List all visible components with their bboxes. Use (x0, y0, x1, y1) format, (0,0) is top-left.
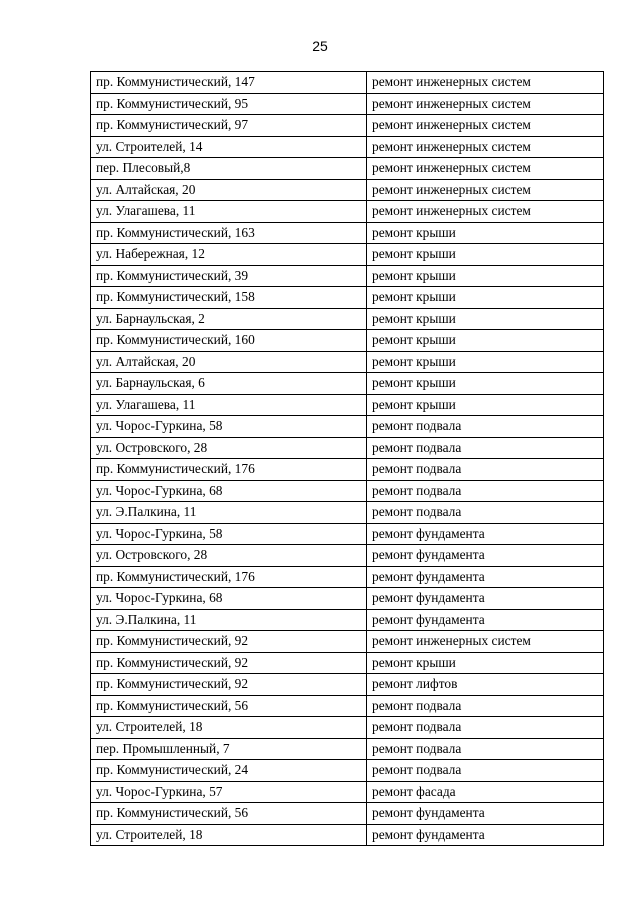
work-type-cell: ремонт крыши (367, 373, 604, 395)
table-row (91, 330, 604, 352)
table-row (91, 717, 604, 739)
address-cell: ул. Островского, 28 (91, 437, 367, 459)
address-cell: пр. Коммунистический, 158 (91, 287, 367, 309)
table-row (91, 803, 604, 825)
table-row (91, 695, 604, 717)
table-row (91, 222, 604, 244)
address-cell: ул. Строителей, 18 (91, 824, 367, 846)
address-cell: пр. Коммунистический, 176 (91, 459, 367, 481)
work-type-cell: ремонт крыши (367, 308, 604, 330)
address-cell: ул. Алтайская, 20 (91, 179, 367, 201)
work-type-cell: ремонт подвала (367, 480, 604, 502)
work-type-cell: ремонт подвала (367, 437, 604, 459)
table-row (91, 72, 604, 94)
address-cell: ул. Чорос-Гуркина, 68 (91, 480, 367, 502)
work-type-cell: ремонт крыши (367, 222, 604, 244)
address-cell: пр. Коммунистический, 160 (91, 330, 367, 352)
table-row (91, 609, 604, 631)
address-cell: пр. Коммунистический, 56 (91, 803, 367, 825)
table-row (91, 394, 604, 416)
table-row (91, 781, 604, 803)
page-number: 25 (312, 38, 328, 54)
address-cell: пр. Коммунистический, 147 (91, 72, 367, 94)
table-row (91, 287, 604, 309)
work-type-cell: ремонт фундамента (367, 523, 604, 545)
address-work-table (90, 71, 604, 846)
work-type-cell: ремонт крыши (367, 287, 604, 309)
table-row (91, 502, 604, 524)
table-row (91, 760, 604, 782)
work-type-cell: ремонт инженерных систем (367, 179, 604, 201)
address-cell: ул. Улагашева, 11 (91, 394, 367, 416)
address-cell: пр. Коммунистический, 92 (91, 631, 367, 653)
work-type-cell: ремонт фундамента (367, 545, 604, 567)
address-cell: ул. Барнаульская, 2 (91, 308, 367, 330)
address-cell: пр. Коммунистический, 95 (91, 93, 367, 115)
address-cell: пр. Коммунистический, 97 (91, 115, 367, 137)
address-cell: ул. Барнаульская, 6 (91, 373, 367, 395)
table-row (91, 93, 604, 115)
work-type-cell: ремонт инженерных систем (367, 631, 604, 653)
table-row (91, 373, 604, 395)
address-cell: ул. Чорос-Гуркина, 57 (91, 781, 367, 803)
work-type-cell: ремонт инженерных систем (367, 72, 604, 94)
work-type-cell: ремонт крыши (367, 351, 604, 373)
work-type-cell: ремонт инженерных систем (367, 201, 604, 223)
work-type-cell: ремонт фундамента (367, 824, 604, 846)
work-type-cell: ремонт подвала (367, 502, 604, 524)
address-cell: ул. Э.Палкина, 11 (91, 609, 367, 631)
work-type-cell: ремонт крыши (367, 330, 604, 352)
address-cell: ул. Э.Палкина, 11 (91, 502, 367, 524)
work-type-cell: ремонт крыши (367, 652, 604, 674)
address-cell: ул. Чорос-Гуркина, 58 (91, 523, 367, 545)
table-row (91, 416, 604, 438)
table-row (91, 115, 604, 137)
address-cell: ул. Строителей, 14 (91, 136, 367, 158)
work-type-cell: ремонт фундамента (367, 566, 604, 588)
address-cell: ул. Алтайская, 20 (91, 351, 367, 373)
table-row (91, 265, 604, 287)
work-type-cell: ремонт фундамента (367, 803, 604, 825)
work-type-cell: ремонт крыши (367, 265, 604, 287)
address-cell: пер. Плесовый,8 (91, 158, 367, 180)
work-type-cell: ремонт лифтов (367, 674, 604, 696)
work-type-cell: ремонт инженерных систем (367, 93, 604, 115)
work-type-cell: ремонт крыши (367, 394, 604, 416)
work-type-cell: ремонт подвала (367, 459, 604, 481)
table-row (91, 738, 604, 760)
table-row (91, 545, 604, 567)
work-type-cell: ремонт подвала (367, 717, 604, 739)
work-type-cell: ремонт крыши (367, 244, 604, 266)
table-row (91, 674, 604, 696)
table-row (91, 308, 604, 330)
address-cell: пер. Промышленный, 7 (91, 738, 367, 760)
work-type-cell: ремонт инженерных систем (367, 158, 604, 180)
address-cell: ул. Чорос-Гуркина, 58 (91, 416, 367, 438)
table-row (91, 652, 604, 674)
work-type-cell: ремонт подвала (367, 738, 604, 760)
table-row (91, 459, 604, 481)
work-type-cell: ремонт фундамента (367, 609, 604, 631)
address-cell: пр. Коммунистический, 39 (91, 265, 367, 287)
address-cell: ул. Чорос-Гуркина, 68 (91, 588, 367, 610)
work-type-cell: ремонт подвала (367, 760, 604, 782)
table-row (91, 351, 604, 373)
table-body (91, 72, 604, 846)
address-cell: пр. Коммунистический, 176 (91, 566, 367, 588)
table-row (91, 158, 604, 180)
address-cell: пр. Коммунистический, 56 (91, 695, 367, 717)
table-row (91, 588, 604, 610)
work-type-cell: ремонт фасада (367, 781, 604, 803)
address-cell: ул. Улагашева, 11 (91, 201, 367, 223)
table-row (91, 631, 604, 653)
address-cell: пр. Коммунистический, 24 (91, 760, 367, 782)
work-type-cell: ремонт инженерных систем (367, 136, 604, 158)
table-row (91, 136, 604, 158)
work-type-cell: ремонт инженерных систем (367, 115, 604, 137)
address-cell: пр. Коммунистический, 163 (91, 222, 367, 244)
work-type-cell: ремонт подвала (367, 695, 604, 717)
address-cell: ул. Островского, 28 (91, 545, 367, 567)
table-row (91, 437, 604, 459)
table-row (91, 201, 604, 223)
address-cell: пр. Коммунистический, 92 (91, 652, 367, 674)
address-cell: пр. Коммунистический, 92 (91, 674, 367, 696)
address-cell: ул. Строителей, 18 (91, 717, 367, 739)
address-cell: ул. Набережная, 12 (91, 244, 367, 266)
table-row (91, 179, 604, 201)
table-row (91, 566, 604, 588)
work-type-cell: ремонт подвала (367, 416, 604, 438)
table-row (91, 824, 604, 846)
table-row (91, 244, 604, 266)
work-type-cell: ремонт фундамента (367, 588, 604, 610)
table-row (91, 523, 604, 545)
table-row (91, 480, 604, 502)
